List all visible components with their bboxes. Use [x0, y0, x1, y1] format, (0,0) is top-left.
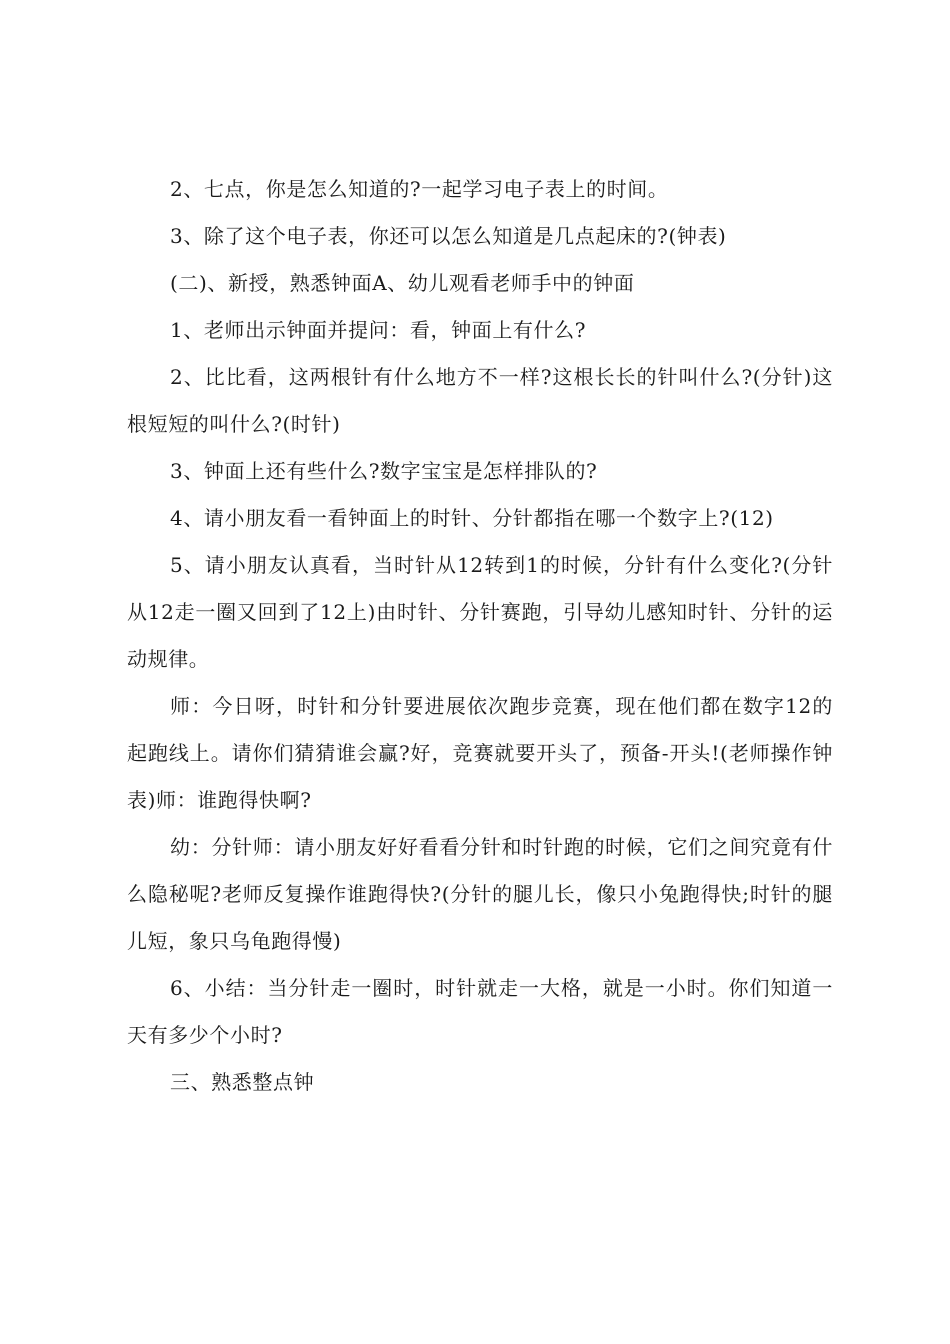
paragraph: 2、比比看，这两根针有什么地方不一样?这根长长的针叫什么?(分针)这根短短的叫什么?(时针) — [127, 365, 833, 436]
paragraph: 4、请小朋友看一看钟面上的时针、分针都指在哪一个数字上?(12) — [170, 506, 774, 530]
paragraph: 6、小结：当分针走一圈时，时针就走一大格，就是一小时。你们知道一天有多少个小时? — [127, 976, 833, 1047]
paragraph: 3、除了这个电子表，你还可以怎么知道是几点起床的?(钟表) — [170, 224, 727, 248]
paragraph: 3、钟面上还有些什么?数字宝宝是怎样排队的? — [170, 459, 598, 483]
paragraph: 2、七点，你是怎么知道的?一起学习电子表上的时间。 — [170, 177, 669, 201]
paragraph: 幼：分针师：请小朋友好好看看分针和时针跑的时候，它们之间究竟有什么隐秘呢?老师反复操作谁跑得快?(分针的腿儿长，像只小兔跑得快;时针的腿儿短，象只乌龟跑得慢) — [127, 835, 833, 953]
paragraph: 5、请小朋友认真看，当时针从12转到1的时候，分针有什么变化?(分针从12走一圈又回到了12上)由时针、分针赛跑，引导幼儿感知时针、分针的运动规律。 — [127, 553, 833, 671]
paragraph: 师：今日呀，时针和分针要进展依次跑步竞赛，现在他们都在数字12的起跑线上。请你们猜猜谁会赢?好，竞赛就要开头了，预备-开头!(老师操作钟表)师：谁跑得快啊? — [127, 694, 833, 812]
paragraph: (二)、新授，熟悉钟面A、幼儿观看老师手中的钟面 — [170, 271, 635, 295]
section-heading: 三、熟悉整点钟 — [170, 1070, 315, 1094]
paragraph: 1、老师出示钟面并提问：看，钟面上有什么? — [170, 318, 587, 342]
document-body — [127, 166, 833, 1106]
